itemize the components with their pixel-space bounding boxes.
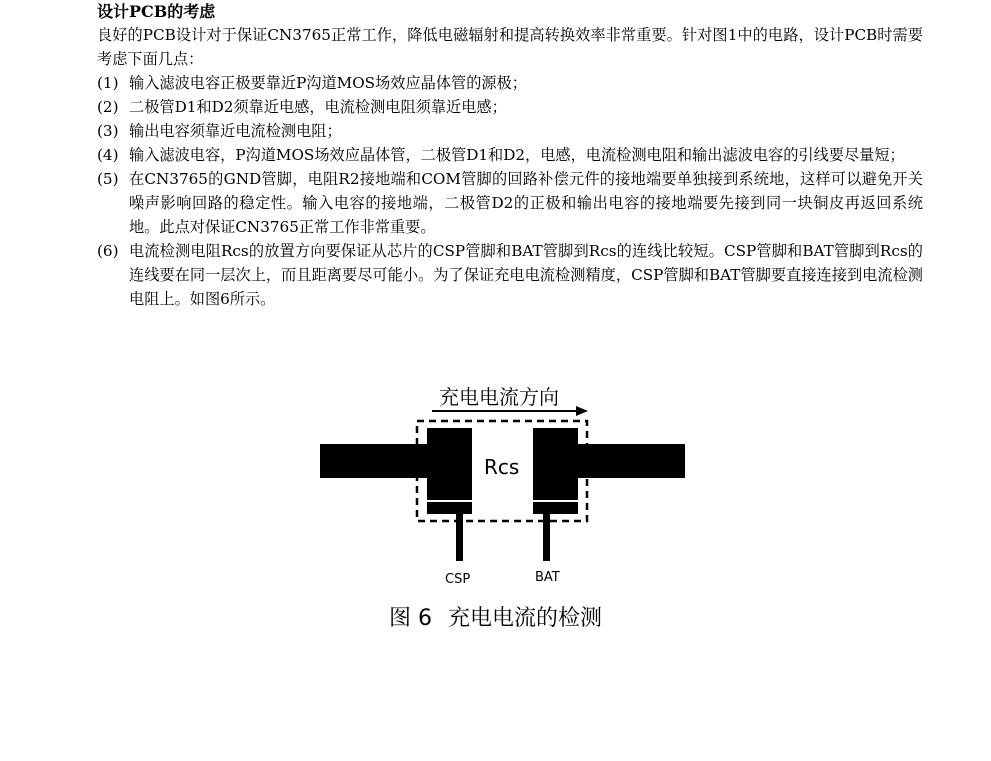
left-pad-lower [427,502,472,514]
document-body [97,0,923,311]
figure-caption [0,604,991,634]
section-title: 设计PCB的考虑 [97,2,216,21]
list-item [97,95,923,119]
resistor-label: Rcs [484,455,520,479]
list-item-number: (1) [97,74,119,92]
list-item [97,119,923,143]
list-item [97,239,923,311]
resistor-outline [417,421,587,521]
list-item [97,143,923,167]
list-item-number: (4) [97,146,119,164]
list-item-text: 二极管D1和D2须靠近电感，电流检测电阻须靠近电感； [129,98,507,116]
list-item-text: 输出电容须靠近电流检测电阻； [129,122,342,140]
right-pad [533,428,578,500]
list-item-text: 输入滤波电容，P沟道MOS场效应晶体管，二极管D1和D2，电感，电流检测电阻和输出滤波电容的引线要尽量短； [129,146,905,164]
list-item-text: 电流检测电阻Rcs的放置方向要保证从芯片的CSP管脚和BAT管脚到Rcs的连线比较短。CSP管脚和BAT管脚到Rcs的连线要在同一层次上，而且距离要尽可能小。为了保证充电电流检测精度，CSP管脚和BAT管脚要直接连接到电流检测电阻上。如图6所示。 [129,242,923,308]
list-item [97,167,923,239]
current-direction-label: 充电电流方向 [439,385,559,409]
bat-sense-lead [543,514,550,561]
list-item-number: (6) [97,242,119,260]
list-item-text: 在CN3765的GND管脚，电阻R2接地端和COM管脚的回路补偿元件的接地端要单独接到系统地，这样可以避免开关噪声影响回路的稳定性。输入电容的接地端，二极管D2的正极和输出电容的接地端要先接到同一块铜皮再返回系统地。此点对保证CN3765正常工作非常重要。 [129,170,923,236]
csp-pin-label: CSP [445,572,471,587]
list-item [97,71,923,95]
left-copper-trace [320,444,428,478]
arrow-head-icon [576,406,588,416]
list-item-text: 输入滤波电容正极要靠近P沟道MOS场效应晶体管的源极； [129,74,527,92]
figure-caption-text: 充电电流的检测 [447,606,602,631]
right-copper-trace [577,444,685,478]
consideration-list [97,71,923,311]
csp-sense-lead [456,514,463,561]
list-item-number: (3) [97,122,119,140]
bat-pin-label: BAT [535,570,560,585]
list-item-number: (5) [97,170,119,188]
left-pad [427,428,472,500]
figure-number: 图 6 [388,606,432,631]
right-pad-lower [533,502,578,514]
intro-paragraph: 良好的PCB设计对于保证CN3765正常工作，降低电磁辐射和提高转换效率非常重要。针对图1中的电路，设计PCB时需要考虑下面几点： [97,26,923,68]
list-item-number: (2) [97,98,119,116]
